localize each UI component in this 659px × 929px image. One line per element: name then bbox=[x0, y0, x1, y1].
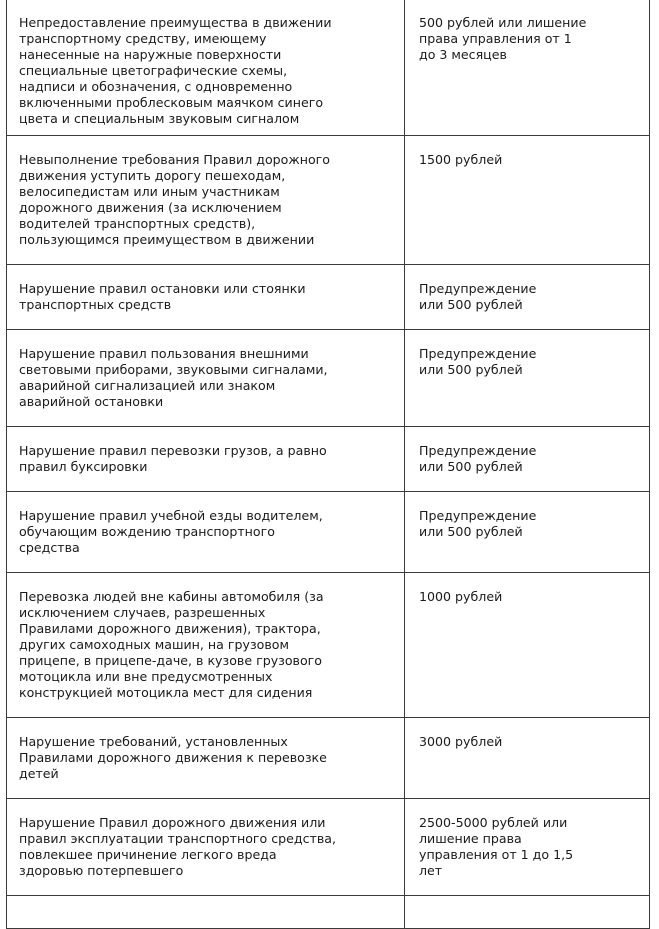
table-row bbox=[7, 573, 650, 718]
penalty-cell: 1500 рублей bbox=[405, 136, 650, 265]
violation-cell: Нарушение правил пользования внешними световыми приборами, звуковыми сигналами, аварийной сигнализацией или знаком аварийной остановки bbox=[7, 330, 405, 427]
penalty-cell: Предупреждение или 500 рублей bbox=[405, 265, 650, 330]
violation-cell: Нарушение правил учебной езды водителем, обучающим вождению транспортного средства bbox=[7, 492, 405, 573]
penalty-cell: Предупреждение или 500 рублей bbox=[405, 492, 650, 573]
penalty-cell: 2500-5000 рублей или лишение права управления от 1 до 1,5 лет bbox=[405, 799, 650, 896]
violation-cell: Невыполнение требования Правил дорожного движения уступить дорогу пешеходам, велосипедистам или иным участникам дорожного движения (за исключением водителей транспортных средств), пользующимся преимуществом в движении bbox=[7, 136, 405, 265]
table-row bbox=[7, 799, 650, 896]
table-row bbox=[7, 427, 650, 492]
table-row bbox=[7, 0, 650, 136]
violation-cell: Нарушение правил перевозки грузов, а равно правил буксировки bbox=[7, 427, 405, 492]
traffic-fines-table bbox=[6, 0, 650, 929]
violation-cell: Непредоставление преимущества в движении транспортному средству, имеющему нанесенные на наружные поверхности специальные цветографические схемы, надписи и обозначения, с одновременно включенными проблесковым маячком синего цвета и специальным звуковым сигналом bbox=[7, 0, 405, 136]
violation-cell bbox=[7, 896, 405, 929]
penalty-cell: Предупреждение или 500 рублей bbox=[405, 427, 650, 492]
violation-cell: Нарушение Правил дорожного движения или правил эксплуатации транспортного средства, повлекшее причинение легкого вреда здоровью потерпевшего bbox=[7, 799, 405, 896]
table-row bbox=[7, 718, 650, 799]
penalty-cell: 500 рублей или лишение права управления от 1 до 3 месяцев bbox=[405, 0, 650, 136]
violation-cell: Перевозка людей вне кабины автомобиля (за исключением случаев, разрешенных Правилами дорожного движения), трактора, других самоходных машин, на грузовом прицепе, в прицепе-даче, в кузове грузового мотоцикла или вне предусмотренных конструкцией мотоцикла мест для сидения bbox=[7, 573, 405, 718]
table-row bbox=[7, 492, 650, 573]
penalty-cell: 3000 рублей bbox=[405, 718, 650, 799]
penalty-cell: Предупреждение или 500 рублей bbox=[405, 330, 650, 427]
penalty-cell: 1000 рублей bbox=[405, 573, 650, 718]
table-row bbox=[7, 896, 650, 929]
table-row bbox=[7, 136, 650, 265]
table-row bbox=[7, 330, 650, 427]
table-row bbox=[7, 265, 650, 330]
penalty-cell bbox=[405, 896, 650, 929]
violation-cell: Нарушение правил остановки или стоянки транспортных средств bbox=[7, 265, 405, 330]
violation-cell: Нарушение требований, установленных Правилами дорожного движения к перевозке детей bbox=[7, 718, 405, 799]
